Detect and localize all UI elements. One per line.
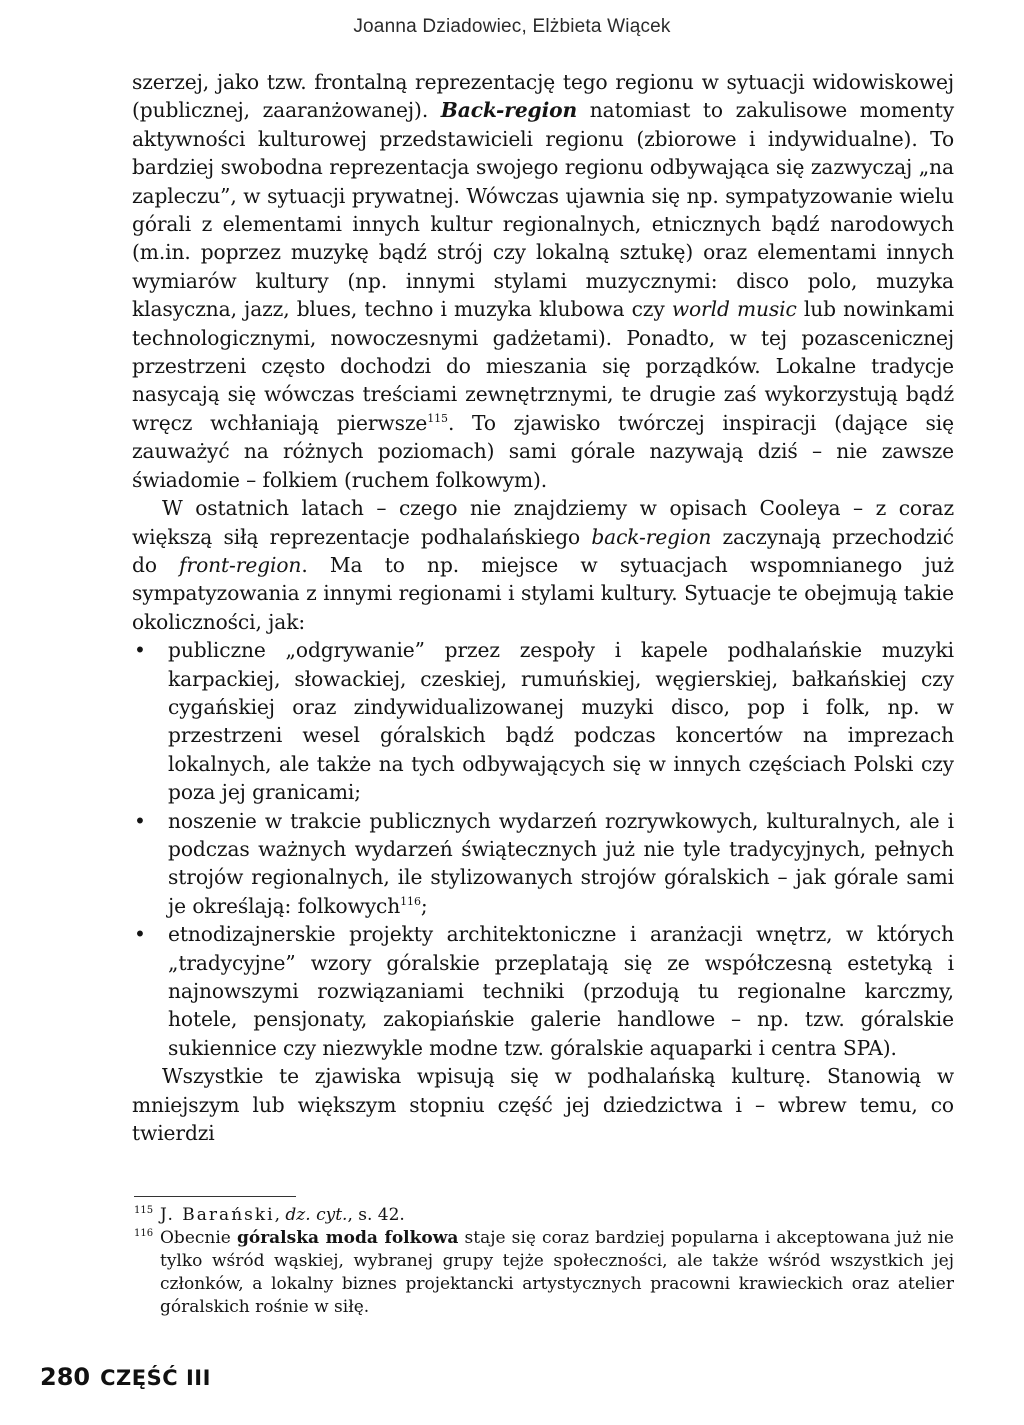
term-world-music: world music: [671, 297, 797, 322]
footnote-116: 116 Obecnie góralska moda folkowa staje się coraz bardziej popularna i akceptowana już nie tylko wśród wąskiej, wybranej grupy tejże społeczności, ale także wśród wszystkich jej członków, a lokalny biznes projektancki artystycznych pracowni krawieckich oraz atelier góralskich rośnie w siłę.: [134, 1228, 954, 1317]
page-footer: [40, 1363, 211, 1391]
footnote-ref-115[interactable]: 115: [427, 411, 448, 425]
footnote-number: 115: [134, 1205, 154, 1216]
bullet-icon: •: [134, 808, 146, 833]
page-number: 280: [40, 1363, 91, 1391]
part-label: CZĘŚĆ III: [100, 1366, 211, 1390]
footnote-number: 116: [134, 1228, 154, 1239]
bullet-icon: •: [134, 638, 146, 663]
running-header: Joanna Dziadowiec, Elżbieta Wiącek: [353, 16, 671, 37]
term-back-region-italic: back-region: [591, 524, 712, 549]
term-back-region: Back-region: [440, 98, 578, 123]
footnote-divider: [134, 1196, 296, 1197]
paragraph-2: W ostatnich latach – czego nie znajdziemy w opisach Cooleya – z coraz większą siłą reprezentacje podhalańskiego back-region zaczynają przechodzić do front-region. Ma to np. miejsce w sytuacjach wspomnianego już sympatyzowania z innymi regionami i stylami kultury. Sytuacje te obejmują takie okoliczności, jak:: [132, 496, 954, 634]
footnote-ref-116[interactable]: 116: [400, 894, 421, 908]
footnote-115: 115 J. Barański, dz. cyt., s. 42.: [134, 1205, 405, 1225]
bullet-list: [132, 636, 954, 1062]
main-text: [132, 68, 954, 1147]
list-item: • publiczne „odgrywanie” przez zespoły i kapele podhalańskie muzyki karpackiej, słowackiej, czeskiej, rumuńskiej, węgierskiej, bałkańskiej czy cygańskiej oraz zindywidualizowanej muzyki disco, pop i folk, np. w przestrzeni wesel góralskich bądź podczas koncertów na imprezach lokalnych, ale także na tych odbywających się w innych częściach Polski czy poza jej granicami;: [134, 638, 954, 805]
paragraph-1: szerzej, jako tzw. frontalną reprezentację tego regionu w sytuacji widowiskowej (publicznej, zaaranżowanej). Back-region natomiast to zakulisowe momenty aktywności kulturowej przedstawicieli regionu (zbiorowe i indywidualne). To bardziej swobodna reprezentacja swojego regionu odbywająca się zazwyczaj „na zapleczu”, w sytuacji prywatnej. Wówczas ujawnia się np. sympatyzowanie wielu górali z elementami innych kultur regionalnych, etnicznych bądź narodowych (m.in. poprzez muzykę bądź strój czy lokalną sztukę) oraz elementami innych wymiarów kultury (np. innymi stylami muzycznymi: disco polo, muzyka klasyczna, jazz, blues, techno i muzyka klubowa czy world music lub nowinkami technologicznymi, nowoczesnymi gadżetami). Ponadto, w tej pozascenicznej przestrzeni często dochodzi do mieszania się porządków. Lokalne tradycje nasycają się wówczas treściami zewnętrznymi, te drugie zaś wykorzystują bądź wręcz wchłaniają pierwsze$^{115}$. To zjawisko twórczej inspiracji (dające się zauważyć na różnych poziomach) sami górale nazywają dziś – nie zawsze świadomie – folkiem (ruchem folkowym).: [132, 70, 955, 492]
paragraph-3: Wszystkie te zjawiska wpisują się w podhalańską kulturę. Stanowią w mniejszym lub większym stopniu część jej dziedzictwa i – wbrew temu, co twierdzi: [132, 1064, 954, 1146]
bullet-icon: •: [134, 922, 146, 947]
footnotes: [134, 1204, 954, 1319]
term-front-region: front-region: [179, 552, 302, 577]
list-item: • etnodizajnerskie projekty architektoniczne i aranżacji wnętrz, w których „tradycyjne” wzory góralskie przeplatają się ze współczesną estetyką i najnowszymi rozwiązaniami techniki (przodują tu regionalne karczmy, hotele, pensjonaty, zakopiańskie galerie handlowe – np. tzw. góralskie sukiennice czy niezwykle modne tzw. góralskie aquaparki i centra SPA).: [134, 922, 954, 1060]
list-item: • noszenie w trakcie publicznych wydarzeń rozrywkowych, kulturalnych, ale i podczas ważnych wydarzeń świątecznych już nie tyle tradycyjnych, pełnych strojów regionalnych, ile stylizowanych strojów góralskich – jak górale sami je określają: folkowych$^{116}$;: [134, 808, 954, 918]
